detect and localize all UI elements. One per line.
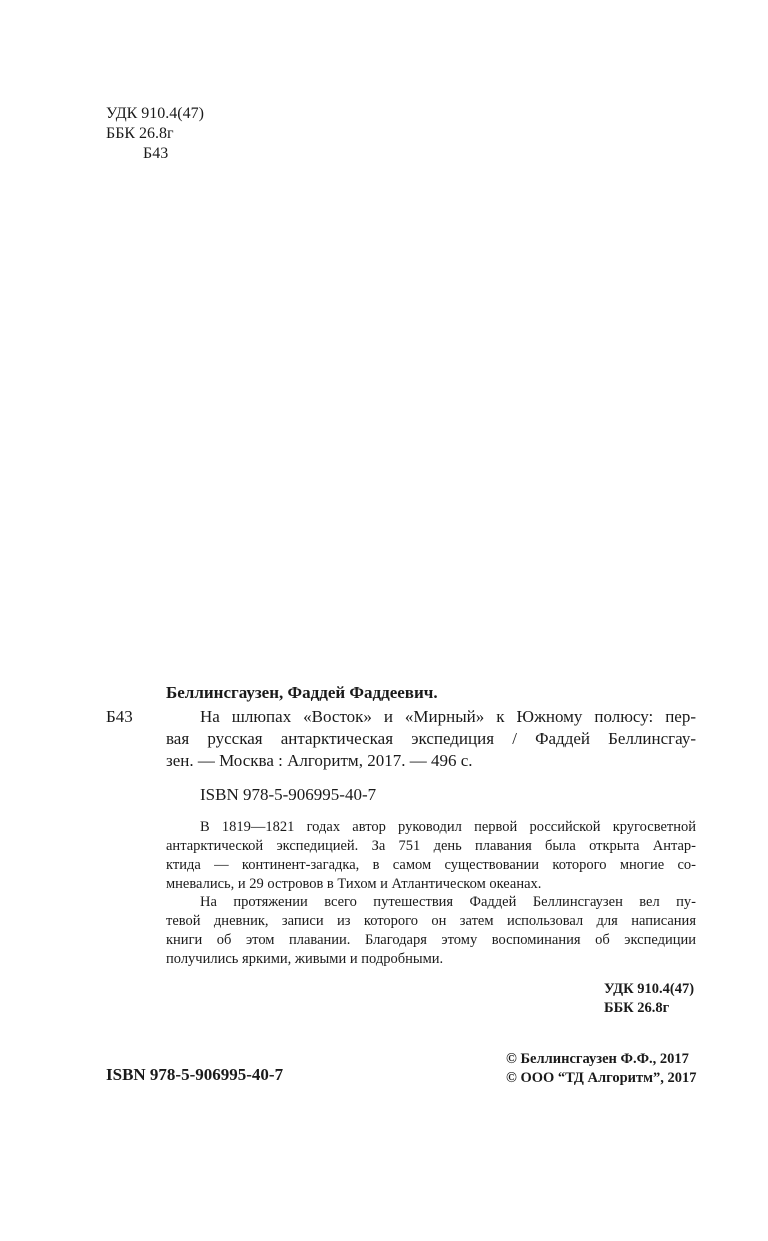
annotation-line-1: В 1819—1821 годах автор руководил первой российской кругосветной [200,819,696,835]
bbk-code: ББК 26.8г [106,125,174,142]
annotation-line-3: ктида — континент-загадка, в самом существовании которого многие со- [166,857,696,873]
copyright-author: © Беллинсгаузен Ф.Ф., 2017 [506,1051,689,1067]
footer-isbn: ISBN 978-5-906995-40-7 [106,1065,284,1084]
annotation-line-4: мневались, и 29 островов в Тихом и Атлантическом океанах. [166,876,542,892]
annotation-line-5: На протяжении всего путешествия Фаддей Беллинсгаузен вел пу- [200,894,696,910]
entry-author-sign: Б43 [106,707,133,726]
entry-isbn: ISBN 978-5-906995-40-7 [200,785,377,804]
copyright-publisher: © ООО “ТД Алгоритм”, 2017 [506,1070,697,1086]
entry-author: Беллинсгаузен, Фаддей Фаддеевич. [166,683,438,702]
author-sign: Б43 [143,145,169,162]
udk-code: УДК 910.4(47) [106,105,204,122]
udk-code-right: УДК 910.4(47) [604,981,695,997]
entry-title-line-1: На шлюпах «Восток» и «Мирный» к Южному полюсу: пер- [200,707,696,726]
annotation-line-8: получились яркими, живыми и подробными. [166,951,444,967]
annotation-line-2: антарктической экспедицией. За 751 день плавания была открыта Антар- [166,838,696,854]
annotation-line-7: книги об этом плавании. Благодаря этому воспоминания об экспедиции [166,932,696,948]
entry-title-line-2: вая русская антарктическая экспедиция / Фаддей Беллинсгау- [166,729,696,748]
entry-title-line-3: зен. — Москва : Алгоритм, 2017. — 496 с. [166,751,473,770]
annotation-line-6: тевой дневник, записи из которого он затем использовал для написания [166,913,696,929]
bbk-code-right: ББК 26.8г [604,1000,670,1016]
